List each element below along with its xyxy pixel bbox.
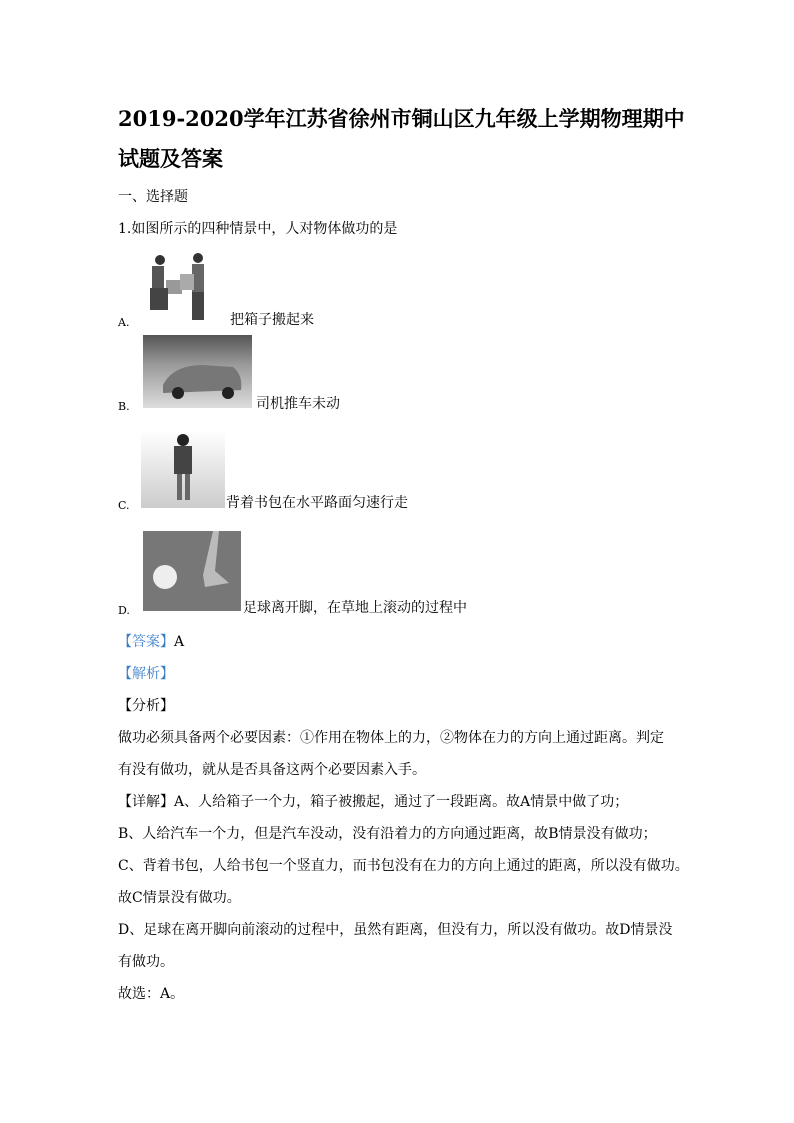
image-kicking-ball	[143, 531, 241, 611]
fenxi-label: 【分析】	[118, 698, 174, 714]
image-lifting-box	[146, 250, 226, 322]
analysis-label: 【解析】	[118, 666, 174, 682]
detail-line: 故选：A。	[118, 986, 185, 1002]
detail-line: D、足球在离开脚向前滚动的过程中，虽然有距离，但没有力，所以没有做功。故D情景没	[118, 922, 673, 938]
detail-line: B、人给汽车一个力，但是汽车没动，没有沿着力的方向通过距离，故B情景没有做功；	[118, 826, 657, 842]
title-line-1: 2019-2020学年江苏省徐州市铜山区九年级上学期物理期中	[118, 106, 685, 131]
detail-line: 有做功。	[118, 954, 174, 970]
option-a-text: 把箱子搬起来	[230, 312, 314, 328]
option-a-letter: A.	[118, 316, 130, 329]
detail-label: 【详解】	[118, 794, 174, 810]
option-b-letter: B.	[118, 400, 130, 413]
section-heading: 一、选择题	[118, 189, 188, 205]
answer-label: 【答案】	[118, 634, 174, 650]
analysis-line: 做功必须具备两个必要因素：①作用在物体上的力，②物体在力的方向上通过距离。判定	[118, 730, 664, 746]
detail-line: A、人给箱子一个力，箱子被搬起，通过了一段距离。故A情景中做了功；	[174, 794, 629, 810]
question-text: 1.如图所示的四种情景中，人对物体做功的是	[118, 221, 398, 237]
detail-line: 故C情景没有做功。	[118, 890, 241, 906]
option-d-letter: D.	[118, 604, 130, 617]
detail-line: C、背着书包，人给书包一个竖直力，而书包没有在力的方向上通过的距离，所以没有做功。	[118, 858, 689, 874]
option-d-text: 足球离开脚，在草地上滚动的过程中	[243, 600, 467, 616]
option-c-text: 背着书包在水平路面匀速行走	[226, 495, 408, 511]
answer-value: A	[174, 634, 185, 650]
option-c-letter: C.	[118, 499, 130, 512]
option-b-text: 司机推车未动	[256, 396, 340, 412]
analysis-line: 有没有做功，就从是否具备这两个必要因素入手。	[118, 762, 426, 778]
image-pushing-car	[143, 335, 252, 408]
title-line-2: 试题及答案	[118, 146, 223, 171]
image-walking-backpack	[141, 430, 225, 508]
